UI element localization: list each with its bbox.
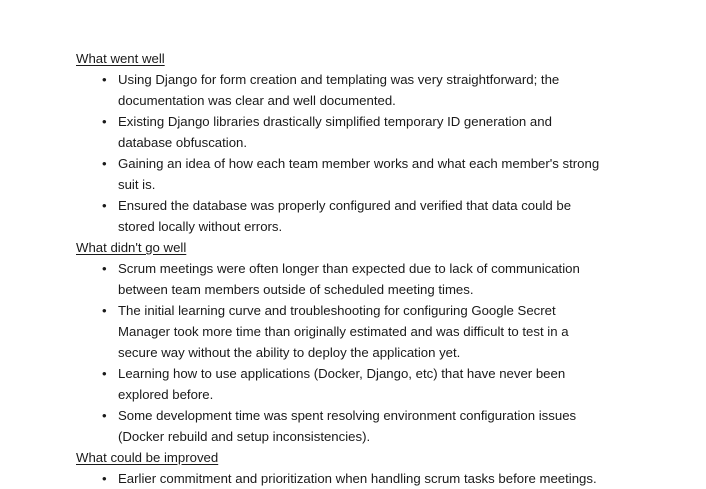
section-what-went-well — [76, 48, 630, 237]
list-item — [76, 468, 630, 489]
bullet-icon: • — [102, 366, 107, 381]
bullet-icon: • — [102, 114, 107, 129]
list-item — [76, 111, 630, 153]
bullet-list-what-could-be-improved — [76, 468, 630, 489]
list-item-text: Some development time was spent resolving environment configuration issues (Docker rebuild and setup inconsistencies). — [118, 408, 577, 444]
list-item-text: Scrum meetings were often longer than expected due to lack of communication between team members outside of scheduled meeting times. — [118, 261, 580, 297]
list-item — [76, 69, 630, 111]
list-item — [76, 363, 630, 405]
list-item-text: Using Django for form creation and templating was very straightforward; the documentation was clear and well documented. — [118, 72, 560, 108]
bullet-icon: • — [102, 471, 107, 486]
list-item-text: The initial learning curve and troubleshooting for configuring Google Secret Manager took more time than originally estimated and was difficult to test in a secure way without the ability to deploy the application yet. — [118, 303, 569, 360]
list-item-text: Earlier commitment and prioritization when handling scrum tasks before meetings. — [118, 471, 597, 486]
bullet-icon: • — [102, 198, 107, 213]
bullet-icon: • — [102, 303, 107, 318]
bullet-icon: • — [102, 408, 107, 423]
section-what-didnt-go-well — [76, 237, 630, 447]
list-item — [76, 258, 630, 300]
section-heading-what-didnt-go-well: What didn't go well — [76, 240, 187, 255]
list-item-text: Learning how to use applications (Docker, Django, etc) that have never been explored before. — [118, 366, 566, 402]
bullet-list-what-went-well — [76, 69, 630, 237]
section-heading-what-could-be-improved: What could be improved — [76, 450, 219, 465]
list-item — [76, 195, 630, 237]
list-item-text: Existing Django libraries drastically simplified temporary ID generation and database obfuscation. — [118, 114, 552, 150]
document-body — [76, 48, 630, 489]
bullet-icon: • — [102, 156, 107, 171]
section-heading-what-went-well: What went well — [76, 51, 165, 66]
list-item-text: Ensured the database was properly configured and verified that data could be stored locally without errors. — [118, 198, 572, 234]
bullet-icon: • — [102, 261, 107, 276]
list-item — [76, 153, 630, 195]
list-item — [76, 405, 630, 447]
bullet-list-what-didnt-go-well — [76, 258, 630, 447]
bullet-icon: • — [102, 72, 107, 87]
list-item-text: Gaining an idea of how each team member works and what each member's strong suit is. — [118, 156, 600, 192]
section-what-could-be-improved — [76, 447, 630, 489]
list-item — [76, 300, 630, 363]
